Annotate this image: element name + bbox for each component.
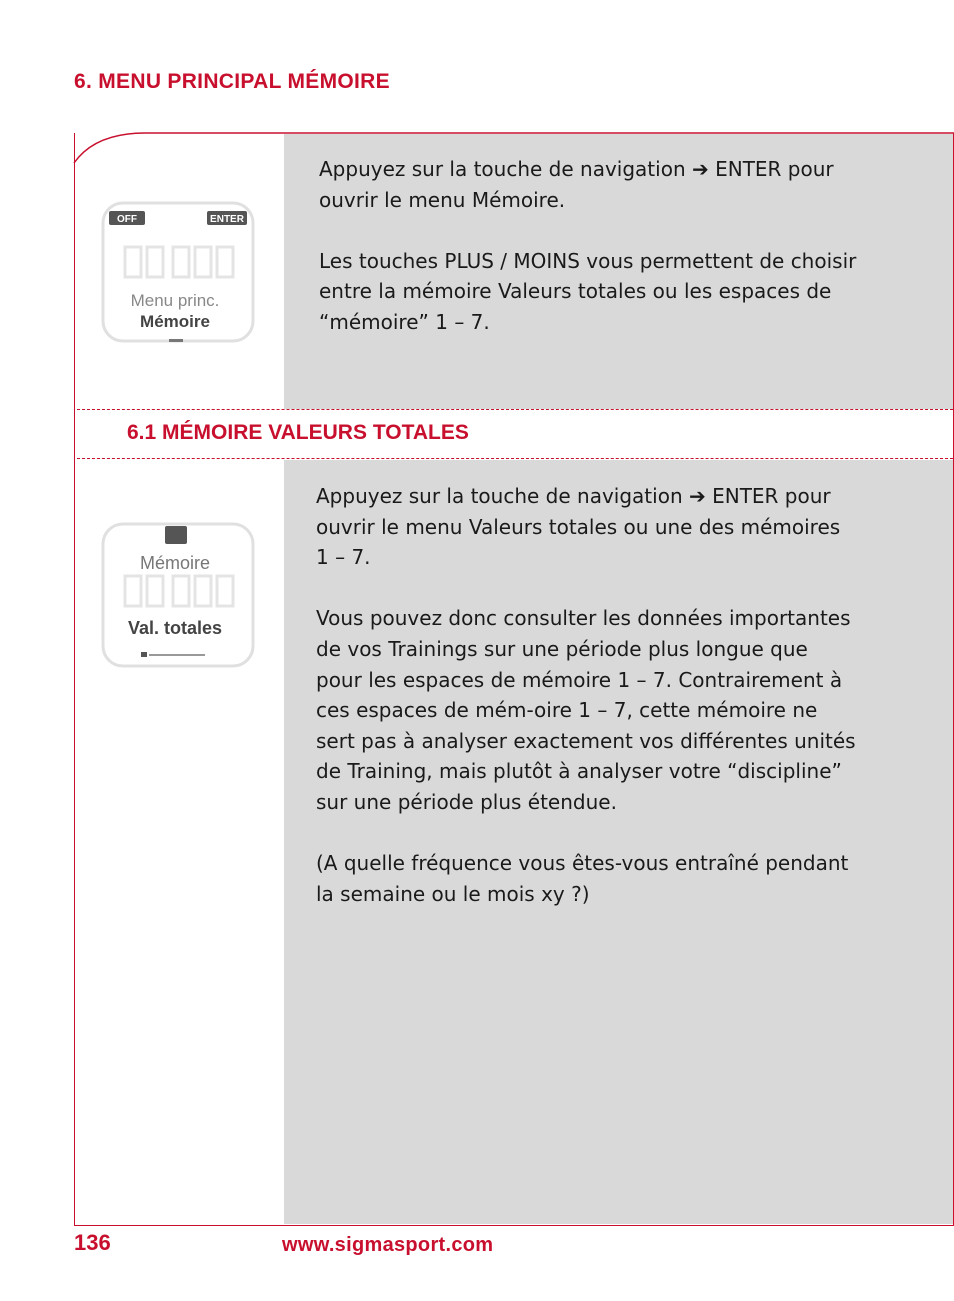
device-display-main-menu [95,191,255,351]
website-link[interactable]: www.sigmasport.com [282,1234,494,1256]
subsection-header [77,409,953,459]
text-block-main-menu [319,154,859,368]
device-display-memory [95,514,255,674]
lcd-off-button: OFF [117,214,137,225]
paragraph: Appuyez sur la touche de navigation ➔ ENTER pour ouvrir le menu Mémoire. [319,157,834,212]
page-number: 136 [74,1230,111,1255]
lcd-line1: Mémoire [139,553,211,573]
paragraph: Vous pouvez donc consulter les données importantes de vos Trainings sur une période plus longue que pour les espaces de mémoire 1 – 7. Contrairement à ces espaces de mém-oire 1 – 7, cette mémoire ne sert pas à analyser exactement vos différentes unités de Training, mais plutôt à analyser votre “discipline” sur une période plus étendue. [316,606,856,814]
lcd-line2: Mémoire [140,312,210,331]
lcd-line1: Menu princ. [130,291,220,310]
content-frame [74,133,954,1226]
section-title: 6. MENU PRINCIPAL MÉMOIRE [74,70,390,93]
paragraph: Appuyez sur la touche de navigation ➔ ENTER pour ouvrir le menu Valeurs totales ou une des mémoires 1 – 7. [316,484,841,570]
paragraph: (A quelle fréquence vous êtes-vous entraîné pendant la semaine ou le mois xy ?) [316,851,849,906]
text-block-total-values [316,481,856,940]
paragraph: Les touches PLUS / MOINS vous permettent de choisir entre la mémoire Valeurs totales ou les espaces de “mémoire” 1 – 7. [319,248,857,334]
subsection-title: 6.1 MÉMOIRE VALEURS TOTALES [127,421,469,444]
lcd-line2: Val. totales [127,618,223,638]
lcd-enter-button: ENTER [210,214,244,225]
